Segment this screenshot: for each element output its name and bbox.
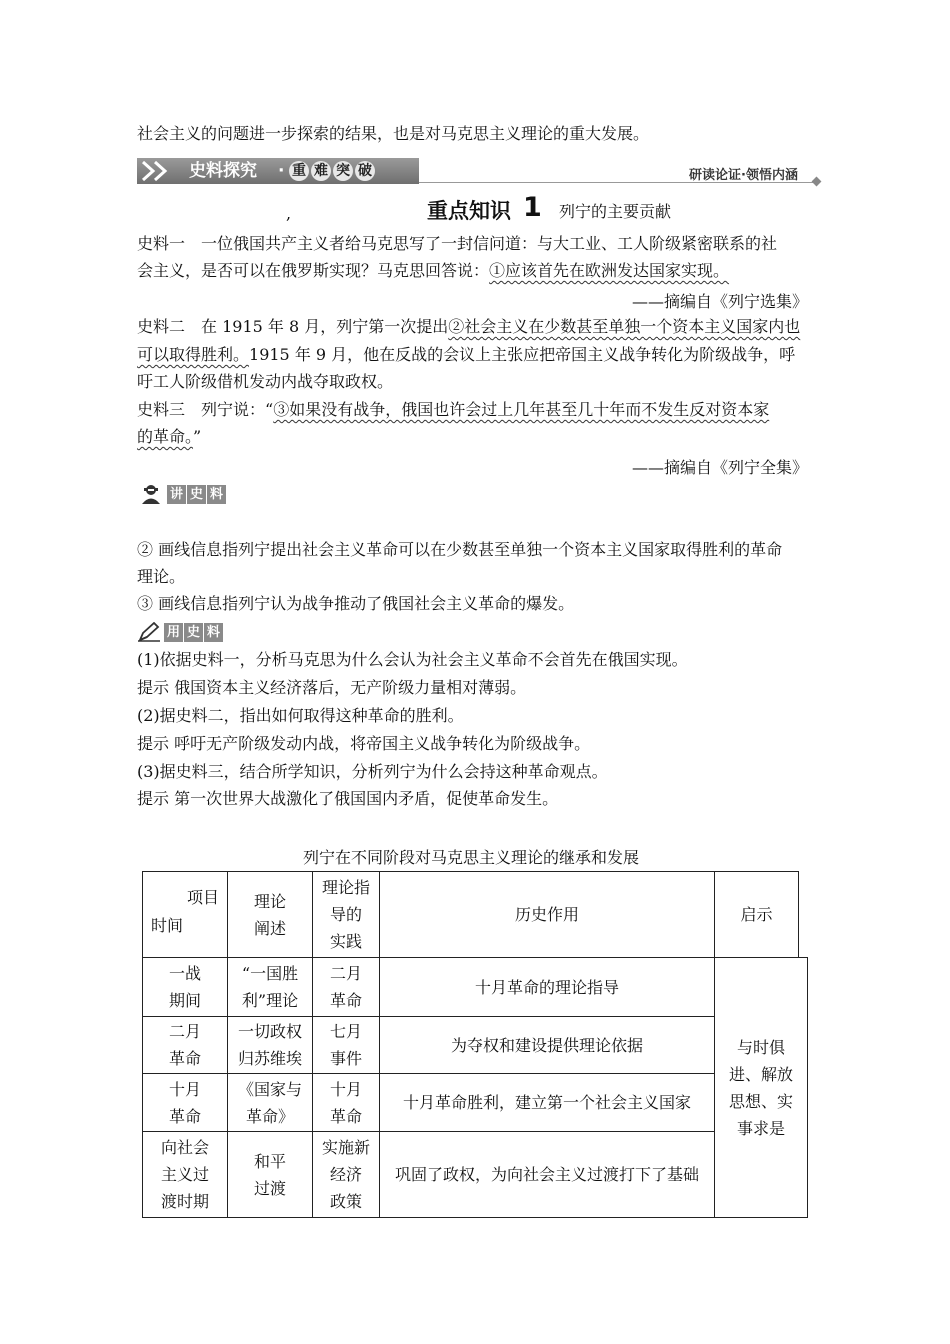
banner-char: 破 — [355, 161, 375, 181]
key-point-subtitle: 列宁的主要贡献 — [559, 202, 672, 221]
text-span: ” — [193, 427, 202, 446]
answer-2: 提示 呼吁无产阶级发动内战，将帝国主义战争转化为阶级战争。 — [137, 734, 591, 753]
question-3: (3)据史料三，结合所学知识，分析列宁为什么会持这种革命观点。 — [137, 762, 608, 781]
tag-chars — [164, 623, 223, 642]
explain-line-3: ③ 画线信息指列宁认为战争推动了俄国社会主义革命的爆发。 — [137, 594, 575, 613]
cell-line: 经济 — [329, 1165, 362, 1184]
tag-chars — [167, 485, 226, 504]
header-diagonal-cell — [142, 871, 228, 958]
header-practice — [312, 871, 380, 958]
header-item-label: 项目 — [187, 888, 220, 907]
question-2: (2)据史料二，指出如何取得这种革命的胜利。 — [137, 706, 464, 725]
cell-line: 主义过 — [160, 1165, 209, 1184]
cell-line: 渡时期 — [160, 1192, 209, 1211]
table-cell-theory — [227, 1131, 313, 1218]
cell-line: 革命 — [168, 1106, 201, 1126]
cell-line: 期间 — [168, 991, 201, 1010]
cell-line: 十月 — [168, 1079, 201, 1099]
material-3-source: ——摘编自《列宁全集》 — [632, 458, 809, 477]
cell-line: 和平 — [253, 1151, 286, 1171]
cell-line: 向社会 — [160, 1138, 209, 1157]
cell-line: 实施新 — [321, 1138, 370, 1157]
cell-line: 十月 — [329, 1079, 362, 1099]
cell-line: 进、解放 — [728, 1064, 793, 1084]
header-time-label: 时间 — [151, 916, 184, 935]
tag-char: 史 — [187, 485, 206, 504]
material-3-line-2 — [137, 427, 201, 447]
cell-line: 理论指 — [321, 878, 370, 897]
banner-right-caption: 研读论证·领悟内涵 — [689, 168, 798, 183]
table-cell-theory — [227, 1073, 313, 1132]
section-banner — [137, 158, 419, 184]
underlined-quote: 可以取得胜利。 — [137, 345, 250, 364]
text-span: 1915 年 9 月，他在反战的会议上主张应把帝国主义战争转化为阶级战争，呼 — [249, 345, 796, 364]
teacher-icon — [140, 484, 164, 504]
intro-text: 社会主义的问题进一步探索的结果，也是对马克思主义理论的重大发展。 — [137, 124, 650, 143]
explain-line-2: 理论。 — [137, 567, 186, 586]
use-material-tag — [137, 622, 223, 642]
explain-line-1: ② 画线信息指列宁提出社会主义革命可以在少数甚至单独一个资本主义国家取得胜利的革命 — [137, 540, 783, 559]
key-point-label: 重点知识 — [427, 199, 511, 223]
double-chevron-icon — [139, 160, 179, 182]
header-theory — [227, 871, 313, 958]
cell-line: 实践 — [329, 932, 362, 951]
text-span: 史料二 在 1915 年 8 月，列宁第一次提出 — [137, 317, 449, 336]
header-insight: 启示 — [714, 871, 799, 958]
table-cell-practice — [312, 957, 380, 1017]
table-cell-effect: 巩固了政权，为向社会主义过渡打下了基础 — [379, 1131, 715, 1218]
underlined-quote: ③如果没有战争，俄国也许会过上几年甚至几十年而不发生反对资本家 — [273, 400, 770, 419]
tag-char: 讲 — [167, 485, 186, 504]
stray-comma: , — [286, 204, 292, 223]
table-cell-effect: 为夺权和建设提供理论依据 — [379, 1016, 715, 1074]
material-1-line-2 — [137, 261, 729, 281]
cell-line: 革命》 — [245, 1106, 294, 1126]
tag-char: 料 — [207, 485, 226, 504]
banner-dot: · — [278, 161, 285, 181]
cell-line: 政策 — [329, 1192, 362, 1211]
answer-1: 提示 俄国资本主义经济落后，无产阶级力量相对薄弱。 — [137, 678, 527, 697]
cell-line: 革命 — [329, 991, 362, 1010]
cell-line: 事件 — [329, 1049, 362, 1068]
question-1: (1)依据史料一，分析马克思为什么会认为社会主义革命不会首先在俄国实现。 — [137, 650, 688, 669]
table-cell-practice — [312, 1016, 380, 1074]
cell-line: 与时俱 — [736, 1037, 785, 1057]
table-cell-time — [142, 1016, 228, 1074]
cell-line: 思想、实 — [728, 1091, 793, 1111]
banner-char: 突 — [333, 161, 353, 181]
table-cell-theory — [227, 1016, 313, 1074]
tag-char: 料 — [204, 623, 223, 642]
table-cell-time — [142, 1073, 228, 1132]
answer-3: 提示 第一次世界大战激化了俄国国内矛盾，促使革命发生。 — [137, 789, 559, 808]
table-cell-practice — [312, 1073, 380, 1132]
cell-line: 七月 — [329, 1022, 362, 1041]
table-cell-effect: 十月革命的理论指导 — [379, 957, 715, 1017]
cell-line: 二月 — [168, 1022, 201, 1041]
table-cell-effect: 十月革命胜利，建立第一个社会主义国家 — [379, 1073, 715, 1132]
table-title: 列宁在不同阶段对马克思主义理论的继承和发展 — [303, 848, 640, 867]
tag-char: 用 — [164, 623, 183, 642]
text-span: 会主义，是否可以在俄罗斯实现？马克思回答说： — [137, 261, 490, 280]
banner-char: 重 — [289, 161, 309, 181]
material-1-line-1: 史料一 一位俄国共产主义者给马克思写了一封信问道：与大工业、工人阶级紧密联系的社 — [137, 234, 778, 253]
header-effect: 历史作用 — [379, 871, 715, 958]
material-2-line-3: 吁工人阶级借机发动内战夺取政权。 — [137, 372, 394, 391]
cell-line: 《国家与 — [237, 1079, 302, 1099]
cell-line: 二月 — [329, 964, 362, 983]
diamond-icon — [812, 177, 822, 187]
cell-line: 一战 — [168, 964, 201, 983]
material-1-source: ——摘编自《列宁选集》 — [632, 292, 809, 311]
banner-title: 史料探究 — [189, 161, 257, 181]
cell-line: 事求是 — [736, 1118, 785, 1138]
underlined-quote: 的革命。 — [137, 427, 194, 446]
cell-line: 革命 — [329, 1106, 362, 1126]
cell-line: 一切政权 — [237, 1022, 302, 1041]
explain-material-tag — [140, 484, 226, 504]
table-cell-time — [142, 957, 228, 1017]
cell-line: 理论 — [253, 891, 286, 911]
cell-line: 导的 — [329, 905, 362, 924]
cell-line: 革命 — [168, 1049, 201, 1068]
underlined-quote: ①应该首先在欧洲发达国家实现。 — [489, 261, 730, 280]
banner-char: 难 — [311, 161, 331, 181]
cell-line: “一国胜 — [241, 964, 299, 983]
table-cell-insight-merged — [714, 957, 808, 1218]
table-cell-practice — [312, 1131, 380, 1218]
material-2-line-1 — [137, 317, 800, 337]
cell-line: 利”理论 — [241, 991, 299, 1010]
text-span: 史料三 列宁说：“ — [137, 400, 274, 419]
pen-icon — [137, 622, 161, 642]
key-point-number: 1 — [523, 192, 542, 223]
material-3-line-1 — [137, 400, 769, 420]
banner-subtitle — [289, 161, 375, 181]
table-cell-theory — [227, 957, 313, 1017]
table-cell-time — [142, 1131, 228, 1218]
cell-line: 阐述 — [253, 918, 286, 938]
underlined-quote: ②社会主义在少数甚至单独一个资本主义国家内也 — [448, 317, 801, 336]
cell-line: 归苏维埃 — [237, 1049, 302, 1068]
material-2-line-2 — [137, 345, 795, 365]
tag-char: 史 — [184, 623, 203, 642]
cell-line: 过渡 — [253, 1178, 286, 1198]
